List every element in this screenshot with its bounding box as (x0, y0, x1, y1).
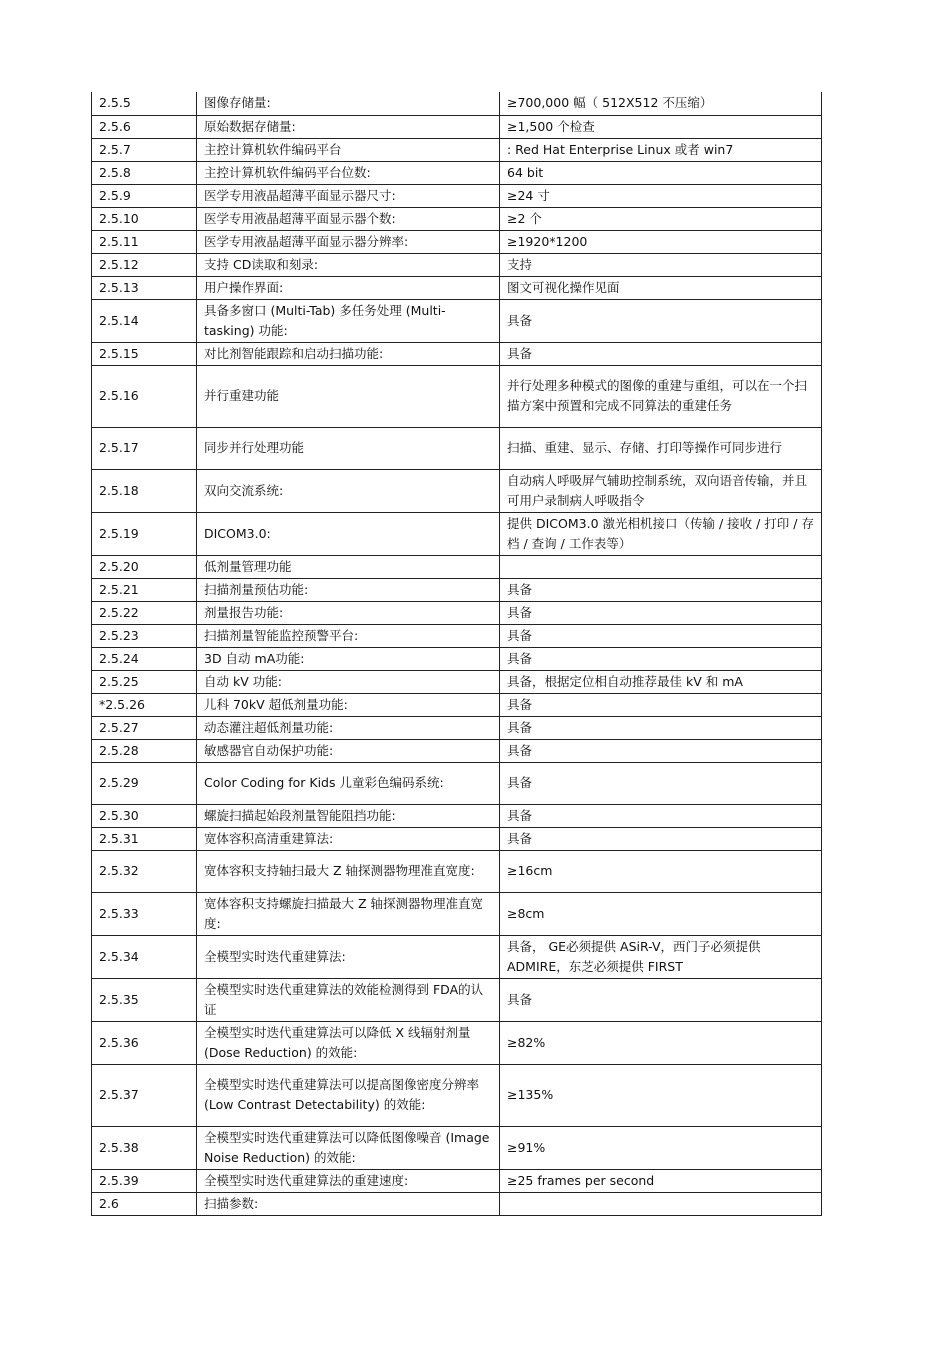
spec-id-cell: 2.5.27 (92, 716, 197, 739)
spec-id-cell: 2.6 (92, 1192, 197, 1215)
table-row (92, 555, 822, 578)
table-row (92, 1021, 822, 1064)
spec-id-cell: 2.5.13 (92, 276, 197, 299)
table-row (92, 138, 822, 161)
table-row (92, 207, 822, 230)
table-row (92, 670, 822, 693)
spec-id-cell: 2.5.16 (92, 365, 197, 427)
spec-id-cell: 2.5.15 (92, 342, 197, 365)
spec-item-cell: 全模型实时迭代重建算法: (197, 935, 500, 978)
table-row (92, 161, 822, 184)
spec-id-cell: 2.5.32 (92, 850, 197, 892)
spec-id-cell: 2.5.8 (92, 161, 197, 184)
specification-table (91, 92, 822, 1216)
table-row (92, 693, 822, 716)
table-row (92, 578, 822, 601)
spec-item-cell: 原始数据存储量: (197, 115, 500, 138)
table-row (92, 827, 822, 850)
spec-item-cell: 全模型实时迭代重建算法可以提高图像密度分辨率 (Low Contrast Detectability) 的效能: (197, 1064, 500, 1126)
spec-id-cell: 2.5.21 (92, 578, 197, 601)
spec-id-cell: 2.5.33 (92, 892, 197, 935)
spec-item-cell: 图像存储量: (197, 92, 500, 115)
spec-id-cell: 2.5.17 (92, 427, 197, 469)
spec-value-cell: 提供 DICOM3.0 激光相机接口（传输 / 接收 / 打印 / 存档 / 查询 / 工作表等） (500, 512, 822, 555)
table-row (92, 427, 822, 469)
spec-id-cell: 2.5.22 (92, 601, 197, 624)
spec-id-cell: 2.5.19 (92, 512, 197, 555)
table-row (92, 184, 822, 207)
spec-value-cell: ≥1920*1200 (500, 230, 822, 253)
table-row (92, 1126, 822, 1169)
spec-value-cell: ≥82% (500, 1021, 822, 1064)
table-row (92, 230, 822, 253)
table-row (92, 601, 822, 624)
spec-value-cell: ≥1,500 个检查 (500, 115, 822, 138)
spec-value-cell: ≥16cm (500, 850, 822, 892)
spec-value-cell: 并行处理多种模式的图像的重建与重组，可以在一个扫描方案中预置和完成不同算法的重建任务 (500, 365, 822, 427)
spec-value-cell: ≥8cm (500, 892, 822, 935)
spec-item-cell: 全模型实时迭代重建算法可以降低图像噪音 (Image Noise Reduction) 的效能: (197, 1126, 500, 1169)
table-row (92, 469, 822, 512)
spec-id-cell: 2.5.10 (92, 207, 197, 230)
spec-item-cell: 扫描剂量预估功能: (197, 578, 500, 601)
table-row (92, 1064, 822, 1126)
spec-value-cell: ≥700,000 幅（ 512X512 不压缩） (500, 92, 822, 115)
table-row (92, 850, 822, 892)
spec-item-cell: 宽体容积高清重建算法: (197, 827, 500, 850)
table-row (92, 892, 822, 935)
spec-id-cell: 2.5.20 (92, 555, 197, 578)
spec-value-cell: 支持 (500, 253, 822, 276)
spec-id-cell: 2.5.7 (92, 138, 197, 161)
table-row (92, 739, 822, 762)
spec-item-cell: 双向交流系统: (197, 469, 500, 512)
table-row (92, 92, 822, 115)
spec-item-cell: 敏感器官自动保护功能: (197, 739, 500, 762)
table-row (92, 1169, 822, 1192)
table-row (92, 365, 822, 427)
spec-value-cell: 具备 (500, 978, 822, 1021)
spec-value-cell: 具备 (500, 299, 822, 342)
table-row (92, 512, 822, 555)
spec-id-cell: 2.5.37 (92, 1064, 197, 1126)
table-row (92, 624, 822, 647)
spec-item-cell: 医学专用液晶超薄平面显示器分辨率: (197, 230, 500, 253)
spec-value-cell: 具备 (500, 647, 822, 670)
table-row (92, 115, 822, 138)
spec-value-cell: : Red Hat Enterprise Linux 或者 win7 (500, 138, 822, 161)
table-row (92, 935, 822, 978)
table-row (92, 716, 822, 739)
spec-id-cell: 2.5.25 (92, 670, 197, 693)
spec-item-cell: 同步并行处理功能 (197, 427, 500, 469)
spec-id-cell: 2.5.6 (92, 115, 197, 138)
spec-item-cell: 自动 kV 功能: (197, 670, 500, 693)
table-row (92, 762, 822, 804)
spec-item-cell: 宽体容积支持轴扫最大 Z 轴探测器物理准直宽度: (197, 850, 500, 892)
spec-value-cell: 具备 (500, 624, 822, 647)
spec-id-cell: 2.5.34 (92, 935, 197, 978)
spec-item-cell: 低剂量管理功能 (197, 555, 500, 578)
table-row (92, 804, 822, 827)
spec-value-cell: ≥2 个 (500, 207, 822, 230)
spec-id-cell: 2.5.28 (92, 739, 197, 762)
spec-value-cell: 具备 (500, 693, 822, 716)
spec-id-cell: 2.5.38 (92, 1126, 197, 1169)
spec-value-cell: 具备 (500, 739, 822, 762)
spec-item-cell: DICOM3.0: (197, 512, 500, 555)
spec-value-cell: 具备 (500, 601, 822, 624)
spec-value-cell: 扫描、重建、显示、存储、打印等操作可同步进行 (500, 427, 822, 469)
table-row (92, 978, 822, 1021)
spec-id-cell: 2.5.14 (92, 299, 197, 342)
spec-id-cell: 2.5.36 (92, 1021, 197, 1064)
spec-item-cell: 全模型实时迭代重建算法的效能检测得到 FDA的认证 (197, 978, 500, 1021)
spec-value-cell: 具备， GE必须提供 ASiR-V，西门子必须提供 ADMIRE，东芝必须提供 FIRST (500, 935, 822, 978)
spec-item-cell: 全模型实时迭代重建算法的重建速度: (197, 1169, 500, 1192)
spec-item-cell: 医学专用液晶超薄平面显示器尺寸: (197, 184, 500, 207)
spec-item-cell: 具备多窗口 (Multi-Tab) 多任务处理 (Multi-tasking) 功能: (197, 299, 500, 342)
table-row (92, 299, 822, 342)
spec-value-cell: 具备，根据定位相自动推荐最佳 kV 和 mA (500, 670, 822, 693)
spec-value-cell (500, 1192, 822, 1215)
spec-item-cell: 用户操作界面: (197, 276, 500, 299)
spec-item-cell: 扫描剂量智能监控预警平台: (197, 624, 500, 647)
spec-value-cell: ≥25 frames per second (500, 1169, 822, 1192)
table-row (92, 276, 822, 299)
spec-item-cell: 3D 自动 mA功能: (197, 647, 500, 670)
spec-item-cell: 剂量报告功能: (197, 601, 500, 624)
spec-value-cell: 64 bit (500, 161, 822, 184)
spec-id-cell: 2.5.31 (92, 827, 197, 850)
spec-item-cell: 儿科 70kV 超低剂量功能: (197, 693, 500, 716)
spec-item-cell: 宽体容积支持螺旋扫描最大 Z 轴探测器物理准直宽度: (197, 892, 500, 935)
specification-table-body (92, 92, 822, 1215)
spec-item-cell: 全模型实时迭代重建算法可以降低 X 线辐射剂量 (Dose Reduction) 的效能: (197, 1021, 500, 1064)
spec-value-cell: 图文可视化操作见面 (500, 276, 822, 299)
spec-value-cell: 具备 (500, 342, 822, 365)
spec-item-cell: 并行重建功能 (197, 365, 500, 427)
spec-item-cell: 支持 CD读取和刻录: (197, 253, 500, 276)
spec-value-cell: ≥135% (500, 1064, 822, 1126)
spec-value-cell: 具备 (500, 827, 822, 850)
table-row (92, 1192, 822, 1215)
spec-value-cell: 具备 (500, 716, 822, 739)
spec-value-cell: ≥24 寸 (500, 184, 822, 207)
spec-value-cell: ≥91% (500, 1126, 822, 1169)
spec-id-cell: 2.5.23 (92, 624, 197, 647)
spec-item-cell: 动态灌注超低剂量功能: (197, 716, 500, 739)
spec-id-cell: 2.5.11 (92, 230, 197, 253)
spec-id-cell: 2.5.30 (92, 804, 197, 827)
spec-id-cell: 2.5.39 (92, 1169, 197, 1192)
spec-item-cell: Color Coding for Kids 儿童彩色编码系统: (197, 762, 500, 804)
spec-value-cell: 自动病人呼吸屏气辅助控制系统，双向语音传输，并且可用户录制病人呼吸指令 (500, 469, 822, 512)
table-row (92, 342, 822, 365)
spec-value-cell: 具备 (500, 578, 822, 601)
spec-item-cell: 主控计算机软件编码平台位数: (197, 161, 500, 184)
spec-value-cell: 具备 (500, 762, 822, 804)
table-row (92, 253, 822, 276)
spec-id-cell: 2.5.12 (92, 253, 197, 276)
spec-id-cell: 2.5.18 (92, 469, 197, 512)
spec-id-cell: 2.5.29 (92, 762, 197, 804)
spec-id-cell: 2.5.24 (92, 647, 197, 670)
spec-item-cell: 对比剂智能跟踪和启动扫描功能: (197, 342, 500, 365)
spec-id-cell: 2.5.35 (92, 978, 197, 1021)
spec-id-cell: 2.5.5 (92, 92, 197, 115)
spec-id-cell: 2.5.9 (92, 184, 197, 207)
spec-item-cell: 螺旋扫描起始段剂量智能阻挡功能: (197, 804, 500, 827)
spec-item-cell: 扫描参数: (197, 1192, 500, 1215)
table-row (92, 647, 822, 670)
spec-item-cell: 医学专用液晶超薄平面显示器个数: (197, 207, 500, 230)
spec-item-cell: 主控计算机软件编码平台 (197, 138, 500, 161)
spec-value-cell: 具备 (500, 804, 822, 827)
spec-id-cell: *2.5.26 (92, 693, 197, 716)
spec-value-cell (500, 555, 822, 578)
